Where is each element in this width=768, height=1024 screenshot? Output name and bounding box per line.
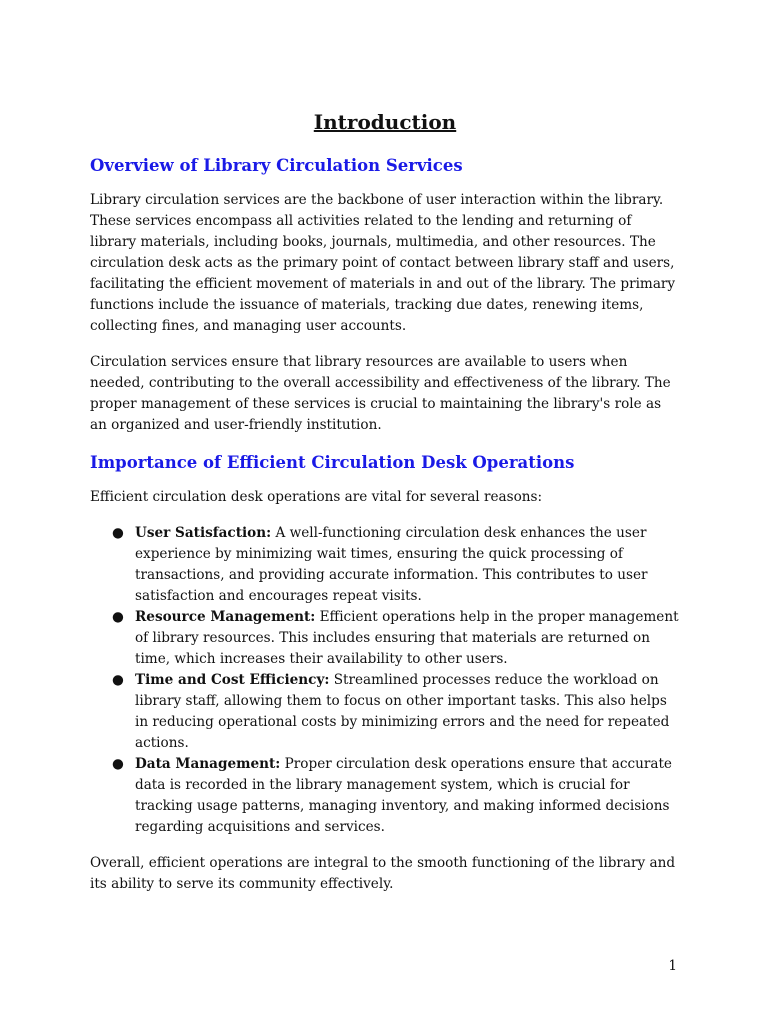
bullet-icon: ● — [112, 609, 124, 625]
list-item-text: A well-functioning circulation desk enhances the user experience by minimizing wait times, ensuring the quick processing of transactions, and providing accurate information. This contributes to user satisfaction and encourages repeat visits. — [135, 525, 648, 604]
list-item-text: Efficient operations help in the proper management of library resources. This includes ensuring that materials are returned on time, which increases their availability to other users. — [135, 609, 679, 667]
list-item-term: Resource Management: — [135, 609, 316, 625]
section-heading-importance: Importance of Efficient Circulation Desk Operations — [90, 453, 575, 472]
list-item-text: Streamlined processes reduce the workload on library staff, allowing them to focus on other important tasks. This also helps in reducing operational costs by minimizing errors and the need for repeated actions. — [135, 672, 670, 751]
page-number: 1 — [668, 958, 677, 974]
list-item — [90, 754, 680, 838]
list-item — [90, 607, 680, 670]
list-item — [90, 523, 680, 607]
document-page — [90, 108, 680, 910]
reasons-list — [90, 523, 680, 838]
list-item-term: Time and Cost Efficiency: — [135, 672, 330, 688]
paragraph-overview-1: Library circulation services are the backbone of user interaction within the library. These services encompass all activities related to the lending and returning of library materials, including books, journals, multimedia, and other resources. The circulation desk acts as the primary point of contact between library staff and users, facilitating the efficient movement of materials in and out of the library. The primary functions include the issuance of materials, tracking due dates, renewing items, collecting fines, and managing user accounts. — [90, 192, 676, 334]
list-item-term: User Satisfaction: — [135, 525, 272, 541]
page-title: Introduction — [313, 110, 457, 134]
paragraph-conclusion: Overall, efficient operations are integral to the smooth functioning of the library and its ability to serve its community effectively. — [90, 855, 676, 892]
bullet-icon: ● — [112, 672, 124, 688]
paragraph-importance-intro: Efficient circulation desk operations are vital for several reasons: — [90, 489, 543, 505]
bullet-icon: ● — [112, 756, 124, 772]
bullet-icon: ● — [112, 525, 124, 541]
paragraph-overview-2: Circulation services ensure that library resources are available to users when needed, contributing to the overall accessibility and effectiveness of the library. The proper management of these services is crucial to maintaining the library's role as an organized and user-friendly institution. — [90, 354, 671, 433]
list-item-text: Proper circulation desk operations ensure that accurate data is recorded in the library management system, which is crucial for tracking usage patterns, managing inventory, and making informed decisions regarding acquisitions and services. — [135, 756, 672, 835]
section-heading-overview: Overview of Library Circulation Services — [90, 156, 463, 175]
list-item-term: Data Management: — [135, 756, 281, 772]
list-item — [90, 670, 680, 754]
